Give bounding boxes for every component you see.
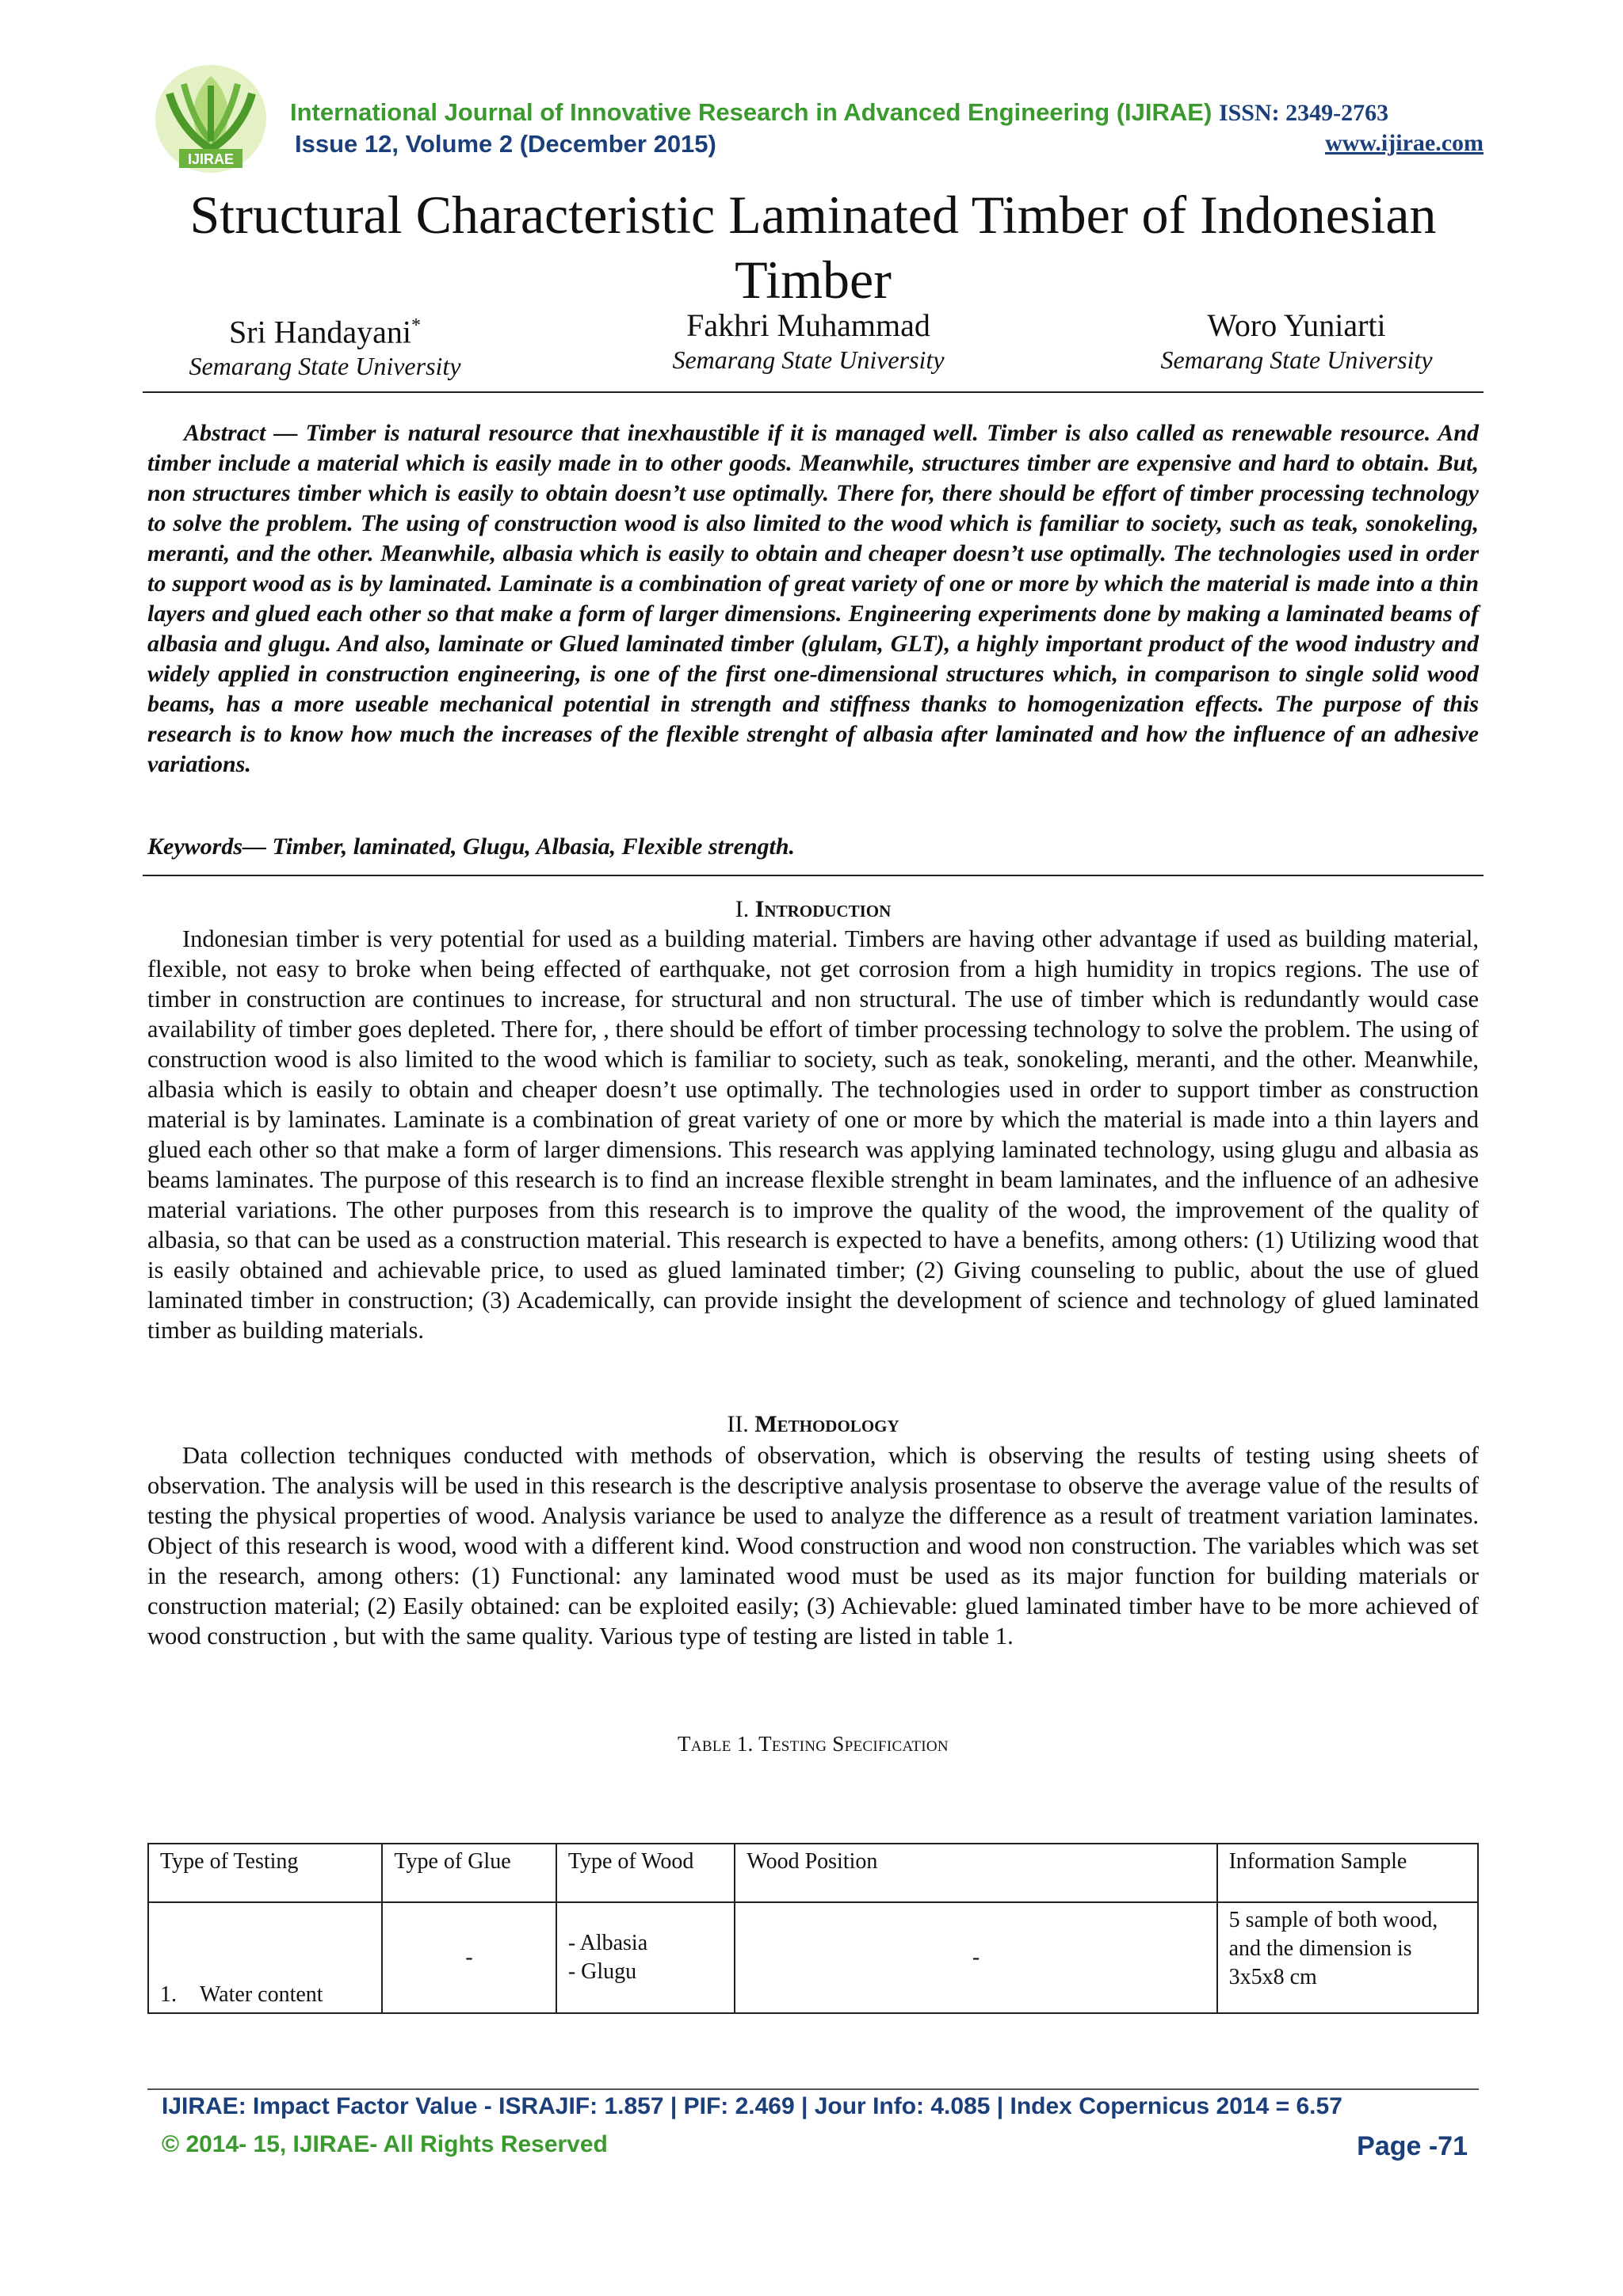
corresponding-author-mark: * [411,315,421,336]
abstract [147,418,1479,780]
journal-issn: ISSN: 2349-2763 [1218,100,1389,126]
author-affiliation: Semarang State University [672,345,945,374]
table-cell-info: 5 sample of both wood, and the dimension is 3x5x8 cm [1217,1902,1478,2013]
section-number: II. [727,1411,749,1437]
table-header-cell: Wood Position [735,1844,1216,1902]
table-header-cell: Type of Wood [556,1844,735,1902]
section-title: Introduction [754,896,892,922]
row-number: 1. [160,1982,177,2007]
wood-type: - Albasia [567,1931,648,1955]
footer-impact-factor: IJIRAE: Impact Factor Value - ISRAJIF: 1.857 | PIF: 2.469 | Jour Info: 4.085 | Index Copernicus 2014 = 6.57 [162,2093,1342,2119]
testing-type: Water content [200,1982,323,2007]
abstract-divider [143,875,1484,876]
journal-url-link[interactable]: www.ijirae.com [1325,130,1484,156]
abstract-text: Abstract — Timber is natural resource that inexhaustible if it is managed well. Timber is also called as renewable resource. And timber include a material which is easily made in to other goods. Meanwhile, structures timber are expensive and hard to obtain. But, non structures timber which is easily to obtain doesn’t use optimally. There for, there should be effort of timber processing technology to solve the problem. The using of construction wood is also limited to the wood which is familiar to society, such as teak, sonokeling, meranti, and the other. Meanwhile, albasia which is easily to obtain and cheaper doesn’t use optimally. The technologies used in order to support wood as is by laminated. Laminate is a combination of great variety of one or more by which the material is made into a thin layers and glued each other so that make a form of larger dimensions. Engineering experiments done by making a laminated beams of albasia and glugu. And also, laminate or Glued laminated timber (glulam, GLT), a highly important product of the wood industry and widely applied in construction engineering, is one of the first one-dimensional structures which, in comparison to single solid wood beams, has a more useable mechanical potential in strength and stiffness thanks to homogenization effects. The purpose of this research is to know how much the increases of the flexible strenght of albasia after laminated and how the influence of an adhesive variations. [147,420,1479,777]
footer-line [162,2131,1468,2161]
section-body-introduction [147,924,1479,1345]
keywords: Keywords— Timber, laminated, Glugu, Albasia, Flexible strength. [147,833,796,860]
author-block [143,307,507,382]
table-caption: Table 1. Testing Specification [678,1732,949,1756]
author-affiliation: Semarang State University [189,352,461,381]
methodology-text: Data collection techniques conducted with methods of observation, which is observing the results of testing using sheets of observation. The analysis will be used in this research is the descriptive analysis prosentase to observe the average value of the results of testing the physical properties of wood. Analysis variance be used to analyze the difference as a result of treatment variation laminates. Object of this research is wood, wood with a different kind. Wood construction and wood non construction. The variables which was set in the research, among others: (1) Functional: any laminated wood must be used as its major function for building materials or construction material; (2) Easily obtained: can be exploited easily; (3) Achievable: glued laminated timber have to be more achieved of wood construction , but with the same quality. Various type of testing are listed in table 1. [147,1442,1479,1650]
section-number: I. [735,896,750,922]
table-cell-position: - [735,1902,1216,2013]
footer-divider [147,2088,1479,2090]
table-header-cell: Information Sample [1217,1844,1478,1902]
table-cell-glue: - [382,1902,556,2013]
journal-logo [144,62,277,177]
journal-issue-line [295,130,1484,158]
introduction-text: Indonesian timber is very potential for used as a building material. Timbers are having other advantage if used as building material, flexible, not easy to broke when being effected of earthquake, not get corrosion from a high humidity in tropics regions. The use of timber in construction are continues to increase, for structural and non structural. The use of timber which is redundantly would case availability of timber goes depleted. There for, , there should be effort of timber processing technology to solve the problem. The using of construction wood is also limited to the wood which is familiar to society, such as teak, sonokeling, meranti, and the other. Meanwhile, albasia which is easily to obtain and cheaper doesn’t use optimally. The technologies used in order to support timber as construction material is by laminates. Laminate is a combination of great variety of one or more by which the material is made into a thin layers and glued each other so that make a form of larger dimensions. This research was applying laminated technology, using glugu and albasia as beams laminates. The purpose of this research is to find an increase flexible strenght in beam laminates, and the influence of an adhesive material variations. The other purposes from this research is to improve the quality of the wood, the improvement of the quality of albasia, so that can be used as a construction material. This research is expected to have a benefits, among others: (1) Utilizing wood that is easily obtained and achievable price, to used as glued laminated timber; (2) Giving counseling to public, about the use of glued laminated timber in construction; (3) Academically, can provide insight the development of science and technology of glued laminated timber as building materials. [147,925,1479,1344]
header-divider [143,391,1484,393]
author-name: Fakhri Muhammad [686,307,930,343]
paper-title: Structural Characteristic Laminated Timber of Indonesian Timber [189,185,1437,310]
table-header-row [148,1844,1478,1902]
author-block [618,307,999,376]
author-list [143,307,1484,379]
table-cell-testing [148,1902,382,2013]
section-heading-methodology [143,1410,1484,1439]
footer-copyright: © 2014- 15, IJIRAE- All Rights Reserved [162,2131,608,2157]
journal-name: International Journal of Innovative Research in Advanced Engineering (IJIRAE) [290,98,1212,126]
author-name: Sri Handayani [229,314,411,350]
author-affiliation: Semarang State University [1160,345,1433,374]
section-title: Methodology [754,1411,899,1437]
logo-text: IJIRAE [187,151,235,167]
author-block [1109,307,1484,376]
journal-issue: Issue 12, Volume 2 (December 2015) [295,130,716,158]
table-header-cell: Type of Glue [382,1844,556,1902]
section-body-methodology [147,1440,1479,1651]
table-cell-wood [556,1902,735,2013]
table-row [148,1902,1478,2013]
author-name: Woro Yuniarti [1207,307,1386,343]
testing-specification-table [147,1843,1479,2014]
journal-name-line [290,98,1484,127]
page-number: Page -71 [1357,2131,1468,2161]
table-header-cell: Type of Testing [148,1844,382,1902]
section-heading-introduction [143,895,1484,924]
wood-type: - Glugu [567,1959,637,1984]
